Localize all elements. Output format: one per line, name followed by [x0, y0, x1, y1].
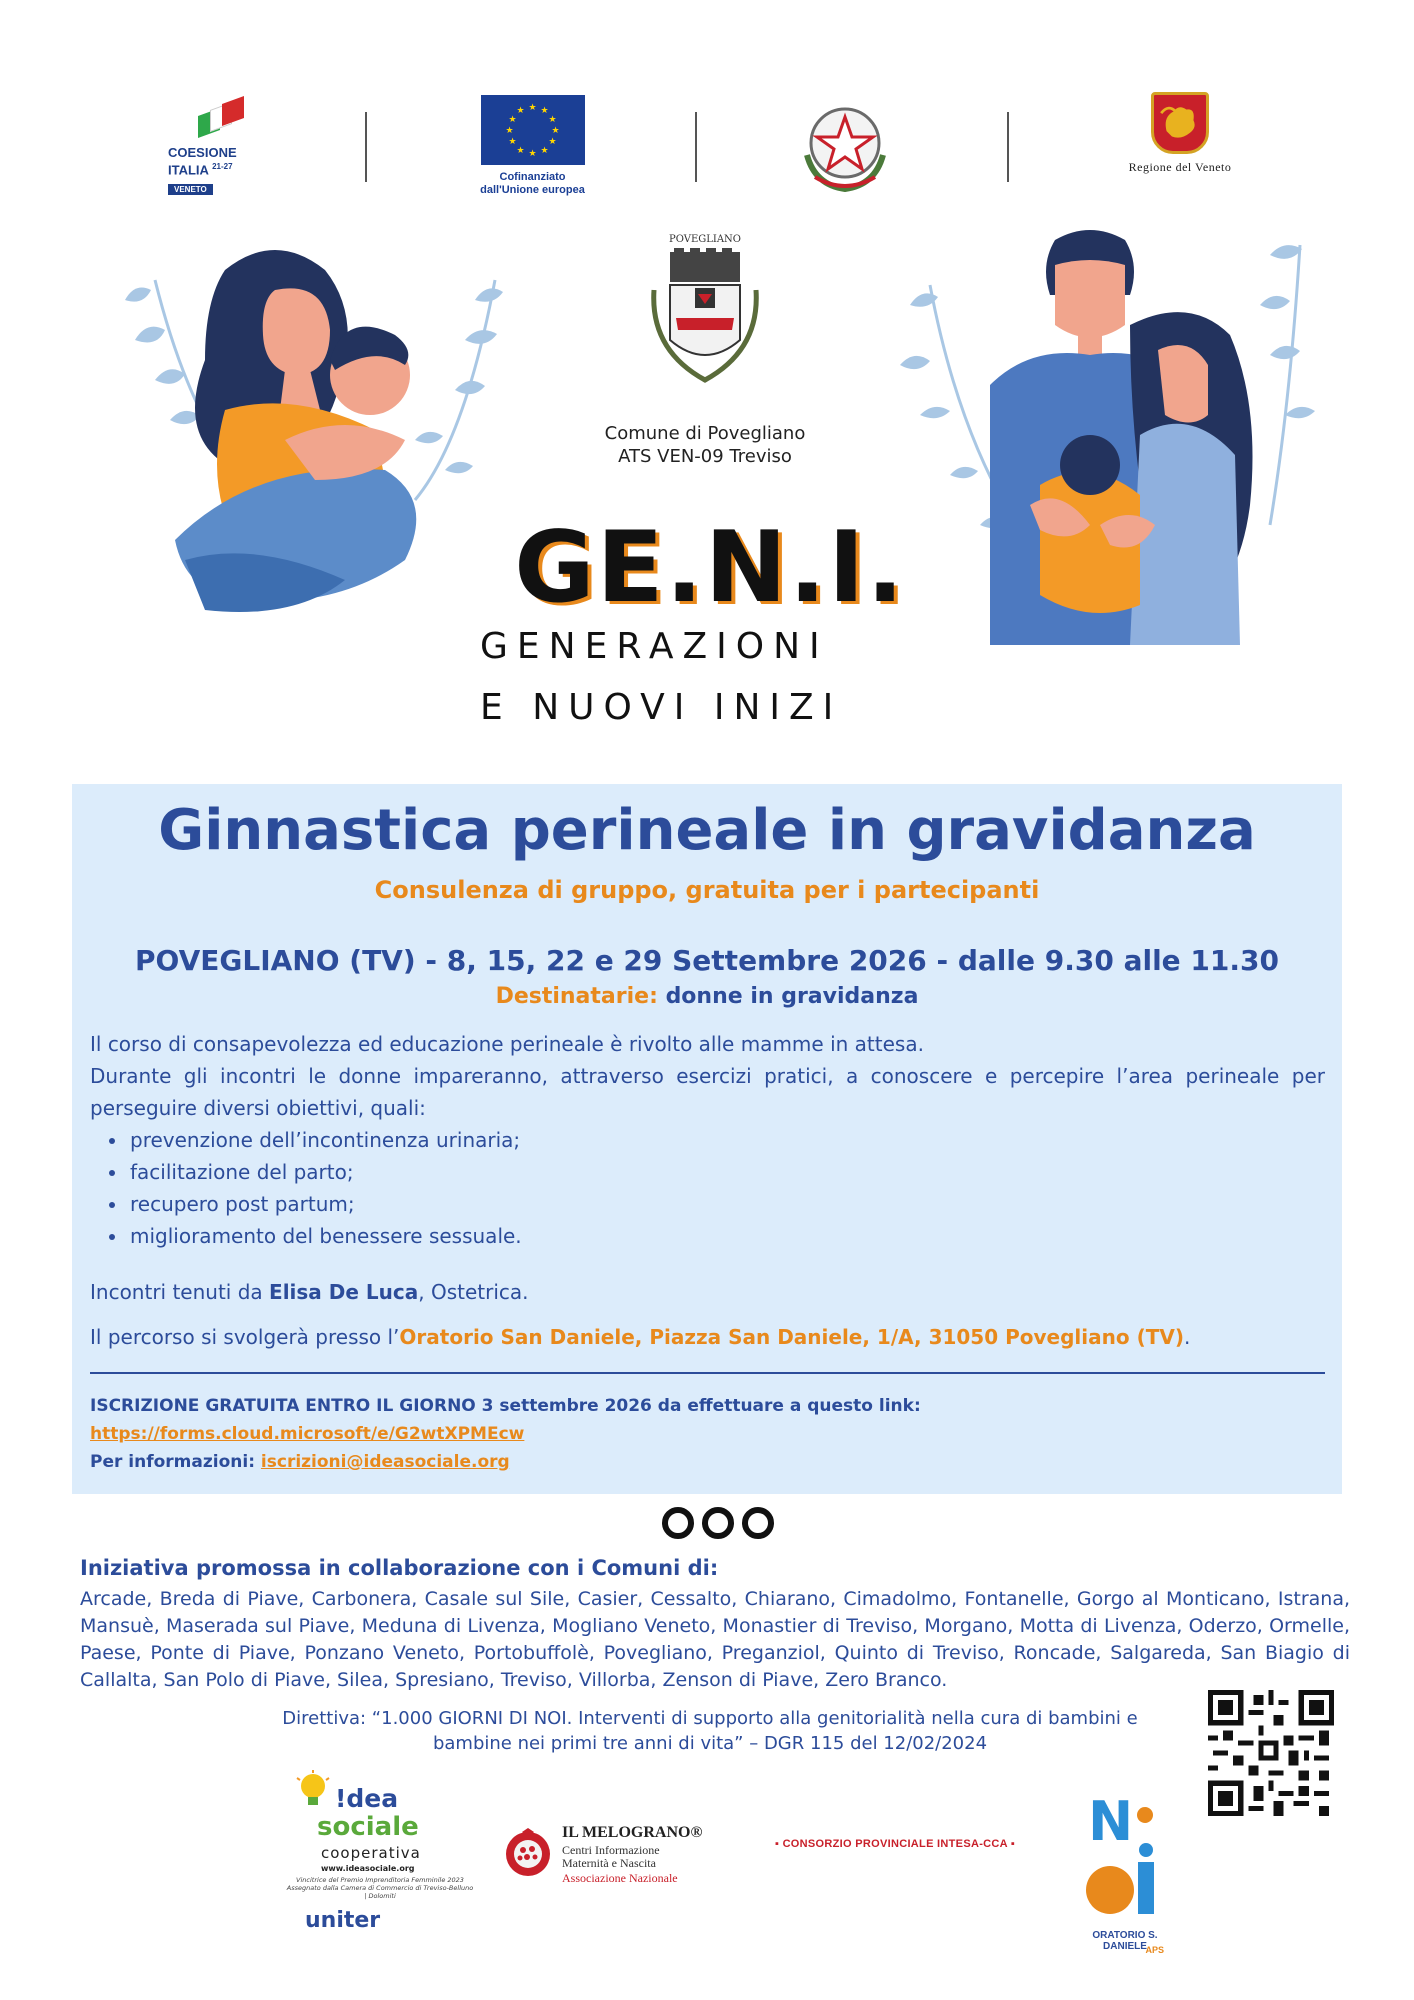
direttiva-text: [260, 1706, 1160, 1756]
consorzio-name: CONSORZIO PROVINCIALE INTESA-CCA: [782, 1838, 1008, 1850]
svg-text:N: N: [1088, 1790, 1134, 1853]
idea-line1: !dea: [335, 1784, 399, 1813]
noi-line1: ORATORIO S. DANIELE: [1092, 1930, 1158, 1952]
partners-list: Arcade, Breda di Piave, Carbonera, Casale sul Sile, Casier, Cessalto, Chiarano, Cimadolmo, Fontanelle, Gorgo al Monticano, Istrana, Mansuè, Maserada sul Piave, Meduna di Livenza, Mogliano Veneto, Monastier di Treviso, Morgano, Motta di Livenza, Oderzo, Ormelle, Paese, Ponte di Piave, Ponzano Veneto, Portobuffolè, Povegliano, Preganziol, Quinto di Treviso, Roncade, Salgareda, San Biagio di Callalta, San Polo di Piave, Silea, Spresiano, Treviso, Villorba, Zenson di Piave, Zero Branco.: [80, 1588, 1350, 1691]
idea-award: Vincitrice del Premio Imprenditoria Femminile 2023 Assegnato dalla Camera di Commercio di Treviso-Belluno | Dolomiti: [286, 1876, 474, 1900]
direttiva-line2: bambine nei primi tre anni di vita” – DGR 115 del 12/02/2024: [432, 1733, 988, 1754]
event-date-time: POVEGLIANO (TV) - 8, 15, 22 e 29 Settembre 2026 - dalle 9.30 alle 11.30: [135, 944, 1279, 977]
noi-line2: APS: [1145, 1945, 1164, 1955]
project-acronym: GE.N.I.: [514, 511, 906, 625]
idea-url: www.ideasociale.org: [321, 1864, 415, 1873]
registration-link[interactable]: https://forms.cloud.microsoft/e/G2wtXPMEcw: [90, 1424, 525, 1444]
divider-line: [90, 1372, 1325, 1374]
coesione-italia-logo: [168, 98, 268, 196]
header-logos: [150, 90, 1270, 220]
description-intro-1: Il corso di consapevolezza ed educazione perineale è rivolto alle mamme in attesa.: [90, 1032, 924, 1056]
coesione-mark-icon: [190, 98, 246, 142]
lightbulb-icon: [295, 1770, 331, 1814]
consorzio-logo: ▪ CONSORZIO PROVINCIALE INTESA-CCA ▪: [775, 1838, 1016, 1850]
event-title: Ginnastica perineale in gravidanza: [158, 798, 1256, 863]
idea-sociale-logo: [285, 1770, 475, 1980]
noi-oratorio-logo: [1070, 1790, 1180, 1970]
il-melograno-logo: [502, 1818, 742, 1898]
goal-item: • prevenzione dell’incontinenza urinaria;: [128, 1124, 1325, 1156]
info-contact: [90, 1452, 510, 1472]
idea-line2: sociale: [317, 1812, 419, 1842]
circle-icon: [702, 1507, 734, 1539]
comune-caption: [560, 422, 850, 468]
project-line2: E NUOVI INIZI: [480, 687, 843, 728]
event-description: [90, 1028, 1325, 1252]
place-name: Oratorio San Daniele, Piazza San Daniele, 1/A, 31050 Povegliano (TV): [399, 1325, 1184, 1349]
coesione-line1: COESIONE: [168, 145, 237, 160]
melograno-line1: Centri Informazione: [562, 1843, 660, 1857]
tutor-suffix: , Ostetrica.: [418, 1280, 529, 1304]
project-line1: GENERAZIONI: [480, 626, 829, 667]
melograno-title: IL MELOGRANO®: [562, 1824, 703, 1841]
event-target: [72, 984, 1342, 1009]
ats-name: ATS VEN-09 Treviso: [618, 446, 792, 467]
info-email-link[interactable]: iscrizioni@ideasociale.org: [260, 1452, 510, 1472]
event-location: [90, 1325, 1190, 1349]
partners-title: Iniziativa promossa in collaborazione con i Comuni di:: [80, 1556, 719, 1580]
project-title: [470, 511, 950, 728]
regione-veneto-logo: [1115, 92, 1245, 175]
melograno-line3: Associazione Nazionale: [562, 1871, 678, 1885]
coesione-years: 21-27: [212, 162, 233, 171]
circle-icon: [742, 1507, 774, 1539]
regione-veneto-caption: Regione del Veneto: [1128, 160, 1232, 174]
eu-caption-2: dall'Unione europea: [480, 184, 585, 196]
goal-item: • facilitazione del parto;: [128, 1156, 1325, 1188]
comune-povegliano-crest-icon: [640, 230, 770, 395]
event-info-box: [72, 784, 1342, 1494]
place-prefix: Il percorso si svolgerà presso l’: [90, 1325, 400, 1349]
place-suffix: .: [1183, 1325, 1191, 1349]
eu-logo: [470, 95, 595, 197]
idea-line3: cooperativa: [321, 1844, 421, 1862]
info-label: Per informazioni:: [90, 1452, 255, 1472]
repubblica-italiana-emblem-icon: [795, 95, 895, 195]
eu-flag-icon: ★ ★ ★ ★ ★ ★ ★ ★ ★ ★ ★ ★: [481, 95, 585, 165]
tutor-name: Elisa De Luca: [269, 1280, 419, 1304]
goal-item: • miglioramento del benessere sessuale.: [128, 1220, 1325, 1252]
crest-label: POVEGLIANO: [668, 234, 742, 245]
event-tutor: [90, 1280, 529, 1304]
ooo-decoration: [662, 1507, 782, 1547]
melograno-subtitle: [562, 1844, 660, 1870]
target-value: donne in gravidanza: [665, 984, 919, 1009]
family-illustration: [890, 225, 1330, 645]
melograno-line2: Maternità e Nascita: [562, 1856, 656, 1870]
goal-item: • recupero post partum;: [128, 1188, 1325, 1220]
event-subtitle: Consulenza di gruppo, gratuita per i partecipanti: [374, 876, 1040, 904]
tutor-prefix: Incontri tenuti da: [90, 1280, 270, 1304]
pomegranate-icon: [502, 1826, 554, 1878]
eu-caption-1: Cofinanziato: [499, 171, 566, 183]
coesione-line2: ITALIA: [168, 162, 209, 178]
divider: [1007, 112, 1009, 182]
comune-name: Comune di Povegliano: [604, 423, 806, 444]
divider: [365, 112, 367, 182]
noi-mark-icon: [1070, 1790, 1180, 1930]
registration-text: ISCRIZIONE GRATUITA ENTRO IL GIORNO 3 settembre 2026 da effettuare a questo link:: [90, 1396, 921, 1416]
coesione-line2-wrap: [168, 160, 268, 177]
goals-list: [128, 1124, 1325, 1252]
uniter-logo: uniter: [305, 1908, 381, 1933]
direttiva-line1: Direttiva: “1.000 GIORNI DI NOI. Interventi di supporto alla genitorialità nella cura di bambini e: [282, 1708, 1138, 1729]
circle-icon: [662, 1507, 694, 1539]
qr-code-icon[interactable]: [1208, 1690, 1334, 1816]
divider: [695, 112, 697, 182]
target-label: Destinatarie:: [495, 984, 658, 1009]
description-intro-2: Durante gli incontri le donne impareranno, attraverso esercizi pratici, a conoscere e percepire l’area perineale per perseguire diversi obiettivi, quali:: [90, 1064, 1325, 1120]
coesione-region: VENETO: [168, 184, 213, 195]
lion-shield-icon: [1151, 92, 1209, 154]
